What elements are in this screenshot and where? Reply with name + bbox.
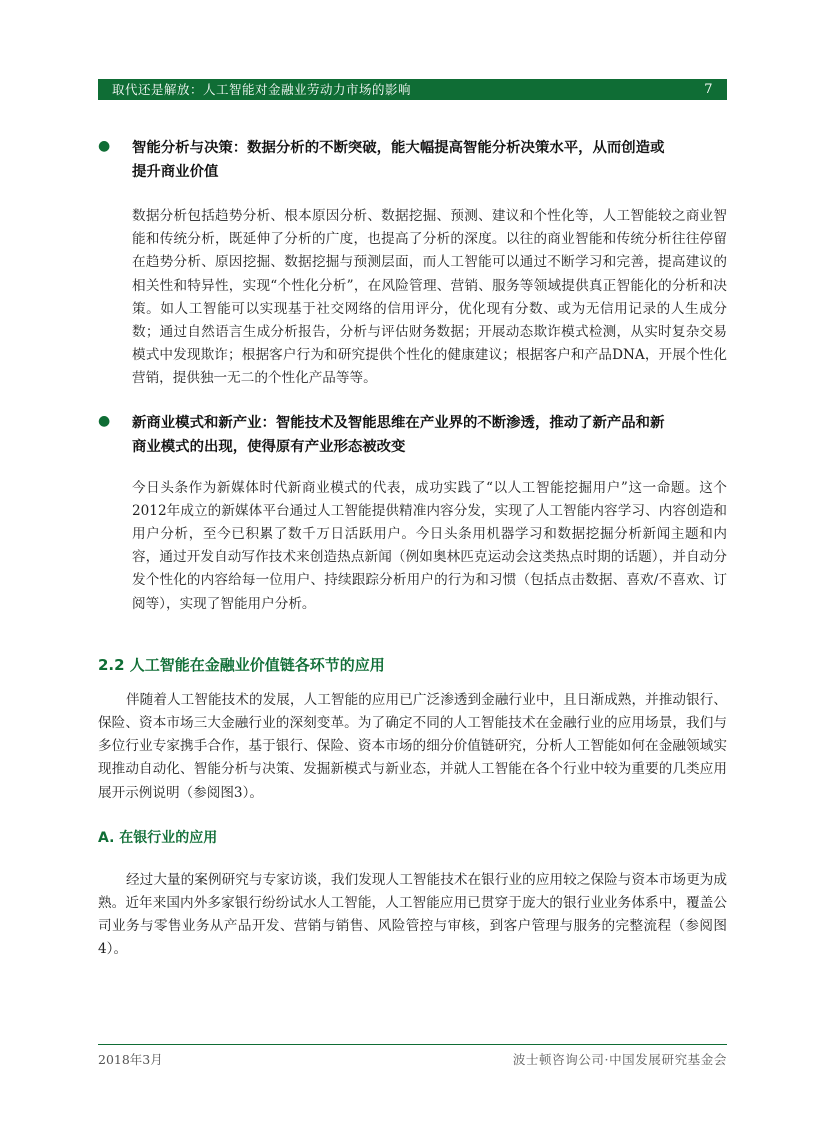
document-title: 取代还是解放：人工智能对金融业劳动力市场的影响 [112,82,412,97]
bullet-heading-line: 智能分析与决策：数据分析的不断突破，能大幅提高智能分析决策水平，从而创造或 [132,140,665,156]
section-paragraph: 伴随着人工智能技术的发展，人工智能的应用已广泛渗透到金融行业中，且日渐成熟，并推动银行、保险、资本市场三大金融行业的深刻变革。为了确定不同的人工智能技术在金融行业的应用场景，我们与多位行业专家携手合作，基于银行、保险、资本市场的细分价值链研究，分析人工智能如何在金融领域实现推动自动化、智能分析与决策、发掘新模式与新业态，并就人工智能在各个行业中较为重要的几类应用展开示例说明（参阅图3）。 [98,691,727,801]
bullet-item [98,411,727,459]
subsection-paragraph: 经过大量的案例研究与专家访谈，我们发现人工智能技术在银行业的应用较之保险与资本市场更为成熟。近年来国内外多家银行纷纷试水人工智能，人工智能应用已贯穿于庞大的银行业业务体系中，覆盖公司业务与零售业务从产品开发、营销与销售、风险管控与审核，到客户管理与服务的完整流程（参阅图4）。 [98,871,727,958]
bullet-heading-line: 提升商业价值 [132,164,219,180]
header-bar [98,79,727,100]
page-content [98,132,727,962]
bullet-body [98,205,727,391]
footer-date: 2018年3月 [98,1052,163,1067]
bullet-body [98,477,727,616]
section-title: 2.2 人工智能在金融业价值链各环节的应用 [98,655,385,674]
bullet-heading [132,411,727,459]
bullet-heading-line: 商业模式的出现，使得原有产业形态被改变 [132,438,406,455]
body-paragraph: 数据分析包括趋势分析、根本原因分析、数据挖掘、预测、建议和个性化等，人工智能较之商业智能和传统分析，既延伸了分析的广度，也提高了分析的深度。以往的商业智能和传统分析往往停留在趋势分析、原因挖掘、数据挖掘与预测层面，而人工智能可以通过不断学习和完善，提高建议的相关性和特异性，实现“个性化分析”，在风险管理、营销、服务等领域提供真正智能化的分析和决策。如人工智能可以实现基于社交网络的信用评分，优化现有分数、或为无信用记录的人生成分数；通过自然语言生成分析报告，分析与评估财务数据；开展动态欺诈模式检测，从实时复杂交易模式中发现欺诈；根据客户行为和研究提供个性化的健康建议；根据客户和产品DNA，开展个性化营销，提供独一无二的个性化产品等等。 [132,208,727,387]
footer-divider [98,1044,727,1045]
subsection-title: A. 在银行业的应用 [98,829,218,846]
footer-publisher: 波士顿咨询公司·中国发展研究基金会 [512,1052,727,1067]
bullet-dot-icon: ● [98,412,111,429]
bullet-heading-line: 新商业模式和新产业：智能技术及智能思维在产业界的不断渗透，推动了新产品和新 [132,414,665,431]
bullet-item [98,136,727,184]
page-number: 7 [704,82,713,97]
body-paragraph: 今日头条作为新媒体时代新商业模式的代表，成功实践了“以人工智能挖掘用户”这一命题。这个2012年成立的新媒体平台通过人工智能提供精准内容分发，实现了人工智能内容学习、内容创造和用户分析，至今已积累了数千万日活跃用户。今日头条用机器学习和数据挖掘分析新闻主题和内容，通过开发自动写作技术来创造热点新闻（例如奥林匹克运动会这类热点时期的话题），并自动分发个性化的内容给每一位用户、持续跟踪分析用户的行为和习惯（包括点击数据、喜欢/不喜欢、订阅等），实现了智能用户分析。 [132,479,727,612]
bullet-heading [132,136,727,184]
bullet-dot-icon: ● [98,138,111,154]
